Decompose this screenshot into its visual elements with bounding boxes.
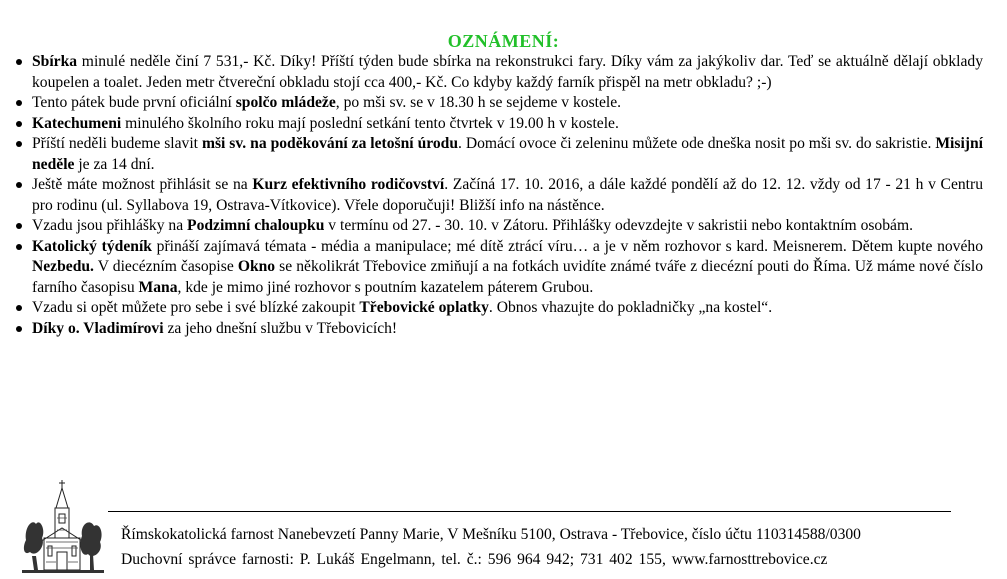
item-text: Příští neděli budeme slavit xyxy=(32,135,202,152)
highlighted-text: Katechumeni xyxy=(32,114,122,132)
announcement-item xyxy=(13,134,983,175)
highlighted-text: Katolický týdeník xyxy=(32,237,152,255)
item-text: je za 14 dní. xyxy=(74,155,155,173)
item-text: , po mši sv. se v 18.30 h se sejdeme v kostele. xyxy=(335,94,622,111)
item-text: minulého školního roku mají poslední setkání tento čtvrtek v 19.00 h v kostele. xyxy=(121,114,619,132)
announcement-item xyxy=(13,298,983,319)
footer-divider xyxy=(108,511,951,512)
highlighted-text: spolčo mládeže xyxy=(235,94,336,111)
bullet-icon xyxy=(16,59,22,65)
item-text: Vzadu si opět můžete pro sebe i své blízké zakoupit xyxy=(32,299,360,316)
item-text: Vzadu jsou přihlášky na xyxy=(32,217,188,234)
footer-address: Římskokatolická farnost Nanebevzetí Panny Marie, V Mešníku 5100, Ostrava - Třebovice, číslo účtu 110314588/0300 xyxy=(121,526,861,543)
item-text: , kde je mimo jiné rozhovor s poutním kazatelem páterem Grubou. xyxy=(177,278,594,296)
announcement-item xyxy=(13,52,983,93)
item-text: Tento pátek bude první oficiální xyxy=(32,94,236,111)
announcement-item xyxy=(13,93,983,114)
announcement-item xyxy=(13,114,983,135)
highlighted-text: Nezbedu. xyxy=(32,258,94,275)
bullet-icon xyxy=(16,223,22,229)
bullet-icon xyxy=(16,100,22,106)
bullet-icon xyxy=(16,326,22,332)
item-text: v termínu od 27. - 30. 10. v Zátoru. Přihlášky odevzdejte v sakristii nebo kontaktním osobám. xyxy=(324,217,913,234)
highlighted-text: Díky o. Vladimírovi xyxy=(32,319,164,337)
item-text: Ještě máte možnost přihlásit se na xyxy=(32,176,253,193)
announcement-item xyxy=(13,175,983,216)
announcement-item xyxy=(13,319,983,340)
item-text: V diecézním časopise xyxy=(93,258,238,275)
highlighted-text: Třebovické oplatky xyxy=(359,299,489,316)
item-text: . Obnos vhazujte do pokladničky „na kostel“. xyxy=(488,299,773,316)
item-text: přináší zajímavá témata - média a manipulace; mé dítě ztrácí víru… a je v něm rozhovor s kard. Meisnerem. Dětem kupte nového xyxy=(151,237,983,255)
bullet-icon xyxy=(16,141,22,147)
item-text: se několikrát Třebovice zmiňují a na fotkách uvidíte známé tváře z diecézní pouti do Říma. Už máme nové číslo farního časopisu xyxy=(32,258,983,296)
bullet-icon xyxy=(16,182,22,188)
highlighted-text: mši sv. na poděkování za letošní úrodu xyxy=(201,135,459,152)
church-drawing-icon xyxy=(22,478,104,574)
item-text: . Začíná 17. 10. 2016, a dále každé pondělí až do 12. 12. vždy od 17 - 21 h v Centru pro rodinu (ul. Syllabova 19, Ostrava-Vítkovice). Vřele doporučuji! Bližší info na nástěnce. xyxy=(32,176,983,214)
announcement-list xyxy=(13,52,983,339)
highlighted-text: Sbírka xyxy=(32,53,78,70)
highlighted-text: Podzimní chaloupku xyxy=(187,217,325,234)
highlighted-text: Misijní neděle xyxy=(32,135,983,173)
highlighted-text: Mana xyxy=(138,278,178,296)
bullet-icon xyxy=(16,244,22,250)
page-title: OZNÁMENÍ: xyxy=(447,31,560,51)
announcement-item xyxy=(13,237,983,299)
item-text: minulé neděle činí 7 531,- Kč. Díky! Příští týden bude sbírka na rekonstrukci fary. Díky vám za jakýkoliv dar. Teď se aktuálně dělají obklady koupelen a toalet. Jeden metr čtvereční obkladu stojí cca 400,- Kč. Co kdyby každý farník přispěl na metr obkladu? ;-) xyxy=(32,53,983,91)
highlighted-text: Okno xyxy=(237,258,276,275)
announcement-item xyxy=(13,216,983,237)
footer-contact: Duchovní správce farnosti: P. Lukáš Engelmann, tel. č.: 596 964 942; 731 402 155, www.farnosttrebovice.cz xyxy=(121,551,828,568)
item-text: za jeho dnešní službu v Třebovicích! xyxy=(163,319,398,337)
highlighted-text: Kurz efektivního rodičovství xyxy=(252,176,445,193)
bullet-icon xyxy=(16,305,22,311)
item-text: . Domácí ovoce či zeleninu můžete ode dneška nosit po mši sv. do sakristie. xyxy=(458,135,936,152)
bullet-icon xyxy=(16,121,22,127)
